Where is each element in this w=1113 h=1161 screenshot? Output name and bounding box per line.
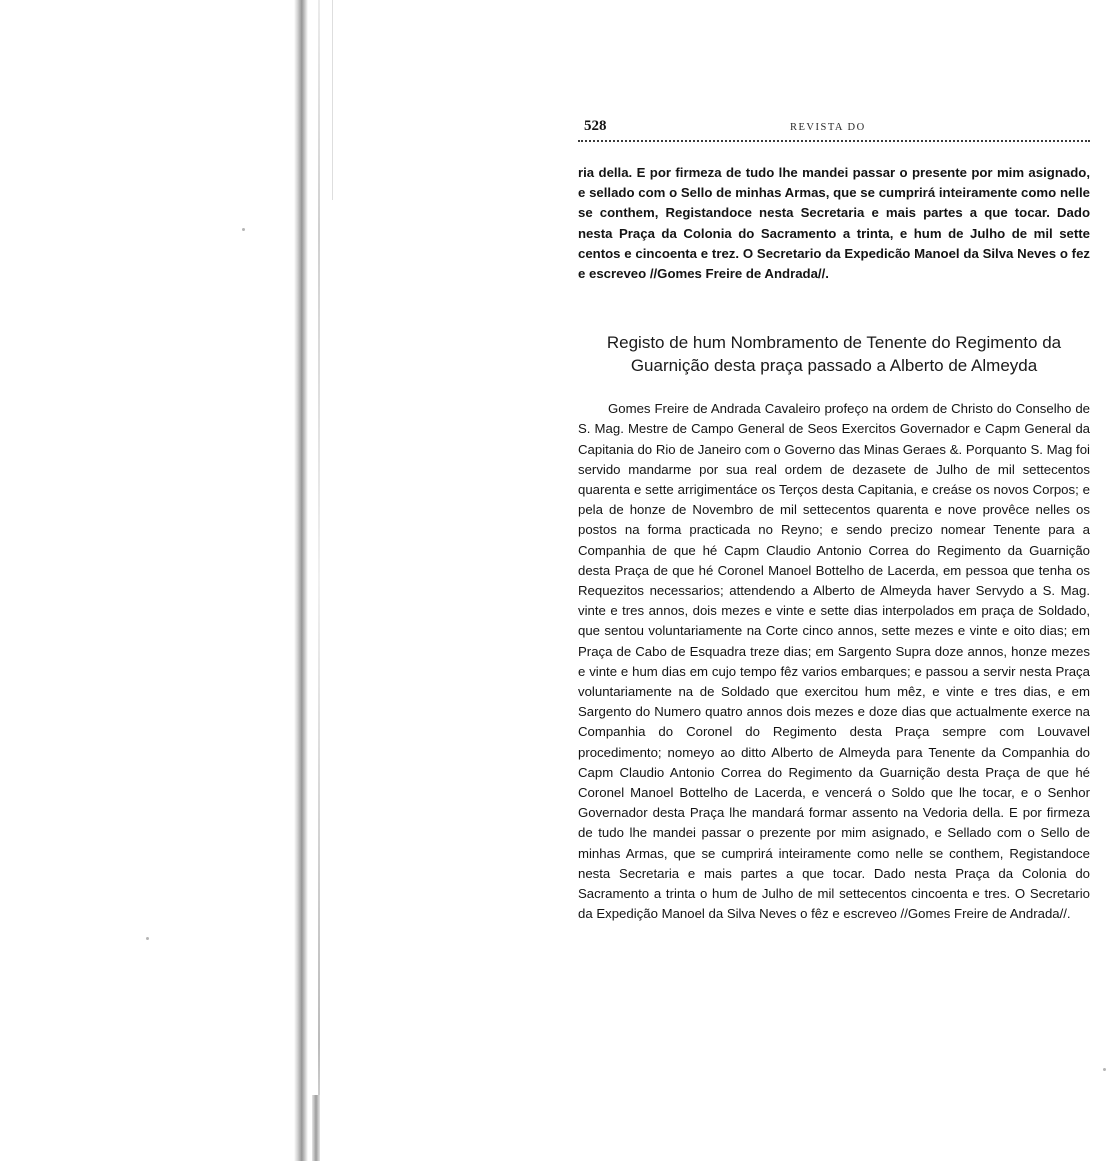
section-body [578, 399, 1090, 924]
section-heading-line-1: Registo de hum Nombramento de Tenente do Regimento da [606, 333, 1062, 353]
page-number: 528 [584, 118, 607, 134]
continuation-paragraph [578, 163, 1090, 284]
binding-gutter-shadow [294, 0, 308, 1161]
continuation-text: ria della. E por firmeza de tudo lhe mandei passar o presente por mim asignado, e sellado com o Sello de minhas Armas, que se cumprirá inteiramente como nelle se conthem, Registandoce nesta Secretaria e mais partes a que tocar. Dado nesta Praça da Colonia do Sacramento a trinta, e hum de Julho de mil sette centos e cincoenta e trez. O Secretario da Expedicão Manoel da Silva Neves o fez e escreveo //Gomes Freire de Andrada//. [578, 165, 1090, 282]
binding-gutter-line-secondary [332, 0, 333, 200]
scan-speck [146, 937, 149, 940]
binding-gutter-bottom [312, 1095, 320, 1161]
section-heading-line-2: Guarnição desta praça passado a Alberto de Almeyda [630, 356, 1038, 376]
running-head-title: REVISTA DO [790, 122, 866, 133]
book-page [578, 118, 1090, 925]
header-rule [578, 140, 1090, 142]
scan-speck [1103, 1068, 1106, 1071]
binding-gutter-line [318, 0, 320, 1161]
running-head [578, 118, 1090, 140]
section-heading [578, 331, 1090, 377]
scan-speck [242, 228, 245, 231]
section-body-text: Gomes Freire de Andrada Cavaleiro profeço na ordem de Christo do Conselho de S. Mag. Mestre de Campo General de Seos Exercitos Governador e Capm General da Capitania do Rio de Janeiro com o Governo das Minas Geraes &. Porquanto S. Mag foi servido mandarme por sua real ordem de dezasete de Julho de mil settecentos quarenta e sette arrigimentáce os Terços desta Capitania, e creáse os novos Corpos; e pela de honze de Novembro de mil settecentos quarenta e nove provêce nelles os postos na forma practicada no Reyno; e sendo precizo nomear Tenente para a Companhia de que hé Capm Claudio Antonio Correa do Regimento da Guarnição desta Praça de que hé Coronel Manoel Bottelho de Lacerda, em pessoa que tenha os Requezitos necessarios; attendendo a Alberto de Almeyda haver Servydo a S. Mag. vinte e tres annos, dois mezes e vinte e sette dias interpolados em praça de Soldado, que sentou voluntariamente na Corte cinco annos, sette mezes e vinte e oito dias; em Praça de Cabo de Esquadra treze dias; em Sargento Supra doze annos, honze mezes e vinte e hum dias em cujo tempo fêz varios embarques; e passou a servir nesta Praça voluntariamente na de Soldado que exercitou hum mêz, e vinte e tres dias, e em Sargento do Numero quatro annos dois mezes e doze dias que actualmente exerce na Companhia do Coronel do Regimento desta Praça sempre com Louvavel procedimento; nomeyo ao ditto Alberto de Almeyda para Tenente da Companhia do Capm Claudio Antonio Correa do Regimento da Guarnição desta Praça de que hé Coronel Manoel Bottelho de Lacerda, e vencerá o Soldo que lhe tocar, e o Senhor Governador desta Praça lhe mandará formar assento na Vedoria della. E por firmeza de tudo lhe mandei passar o prezente por mim asignado, e Sellado com o Sello de minhas Armas, que se cumprirá inteiramente como nelle se conthem, Registandoce nesta Secretaria e mais partes a que tocar. Dado nesta Praça da Colonia do Sacramento a trinta o hum de Julho de mil settecentos cincoenta e tres. O Secretario da Expedição Manoel da Silva Neves o fêz e escreveo //Gomes Freire de Andrada//. [578, 401, 1090, 922]
